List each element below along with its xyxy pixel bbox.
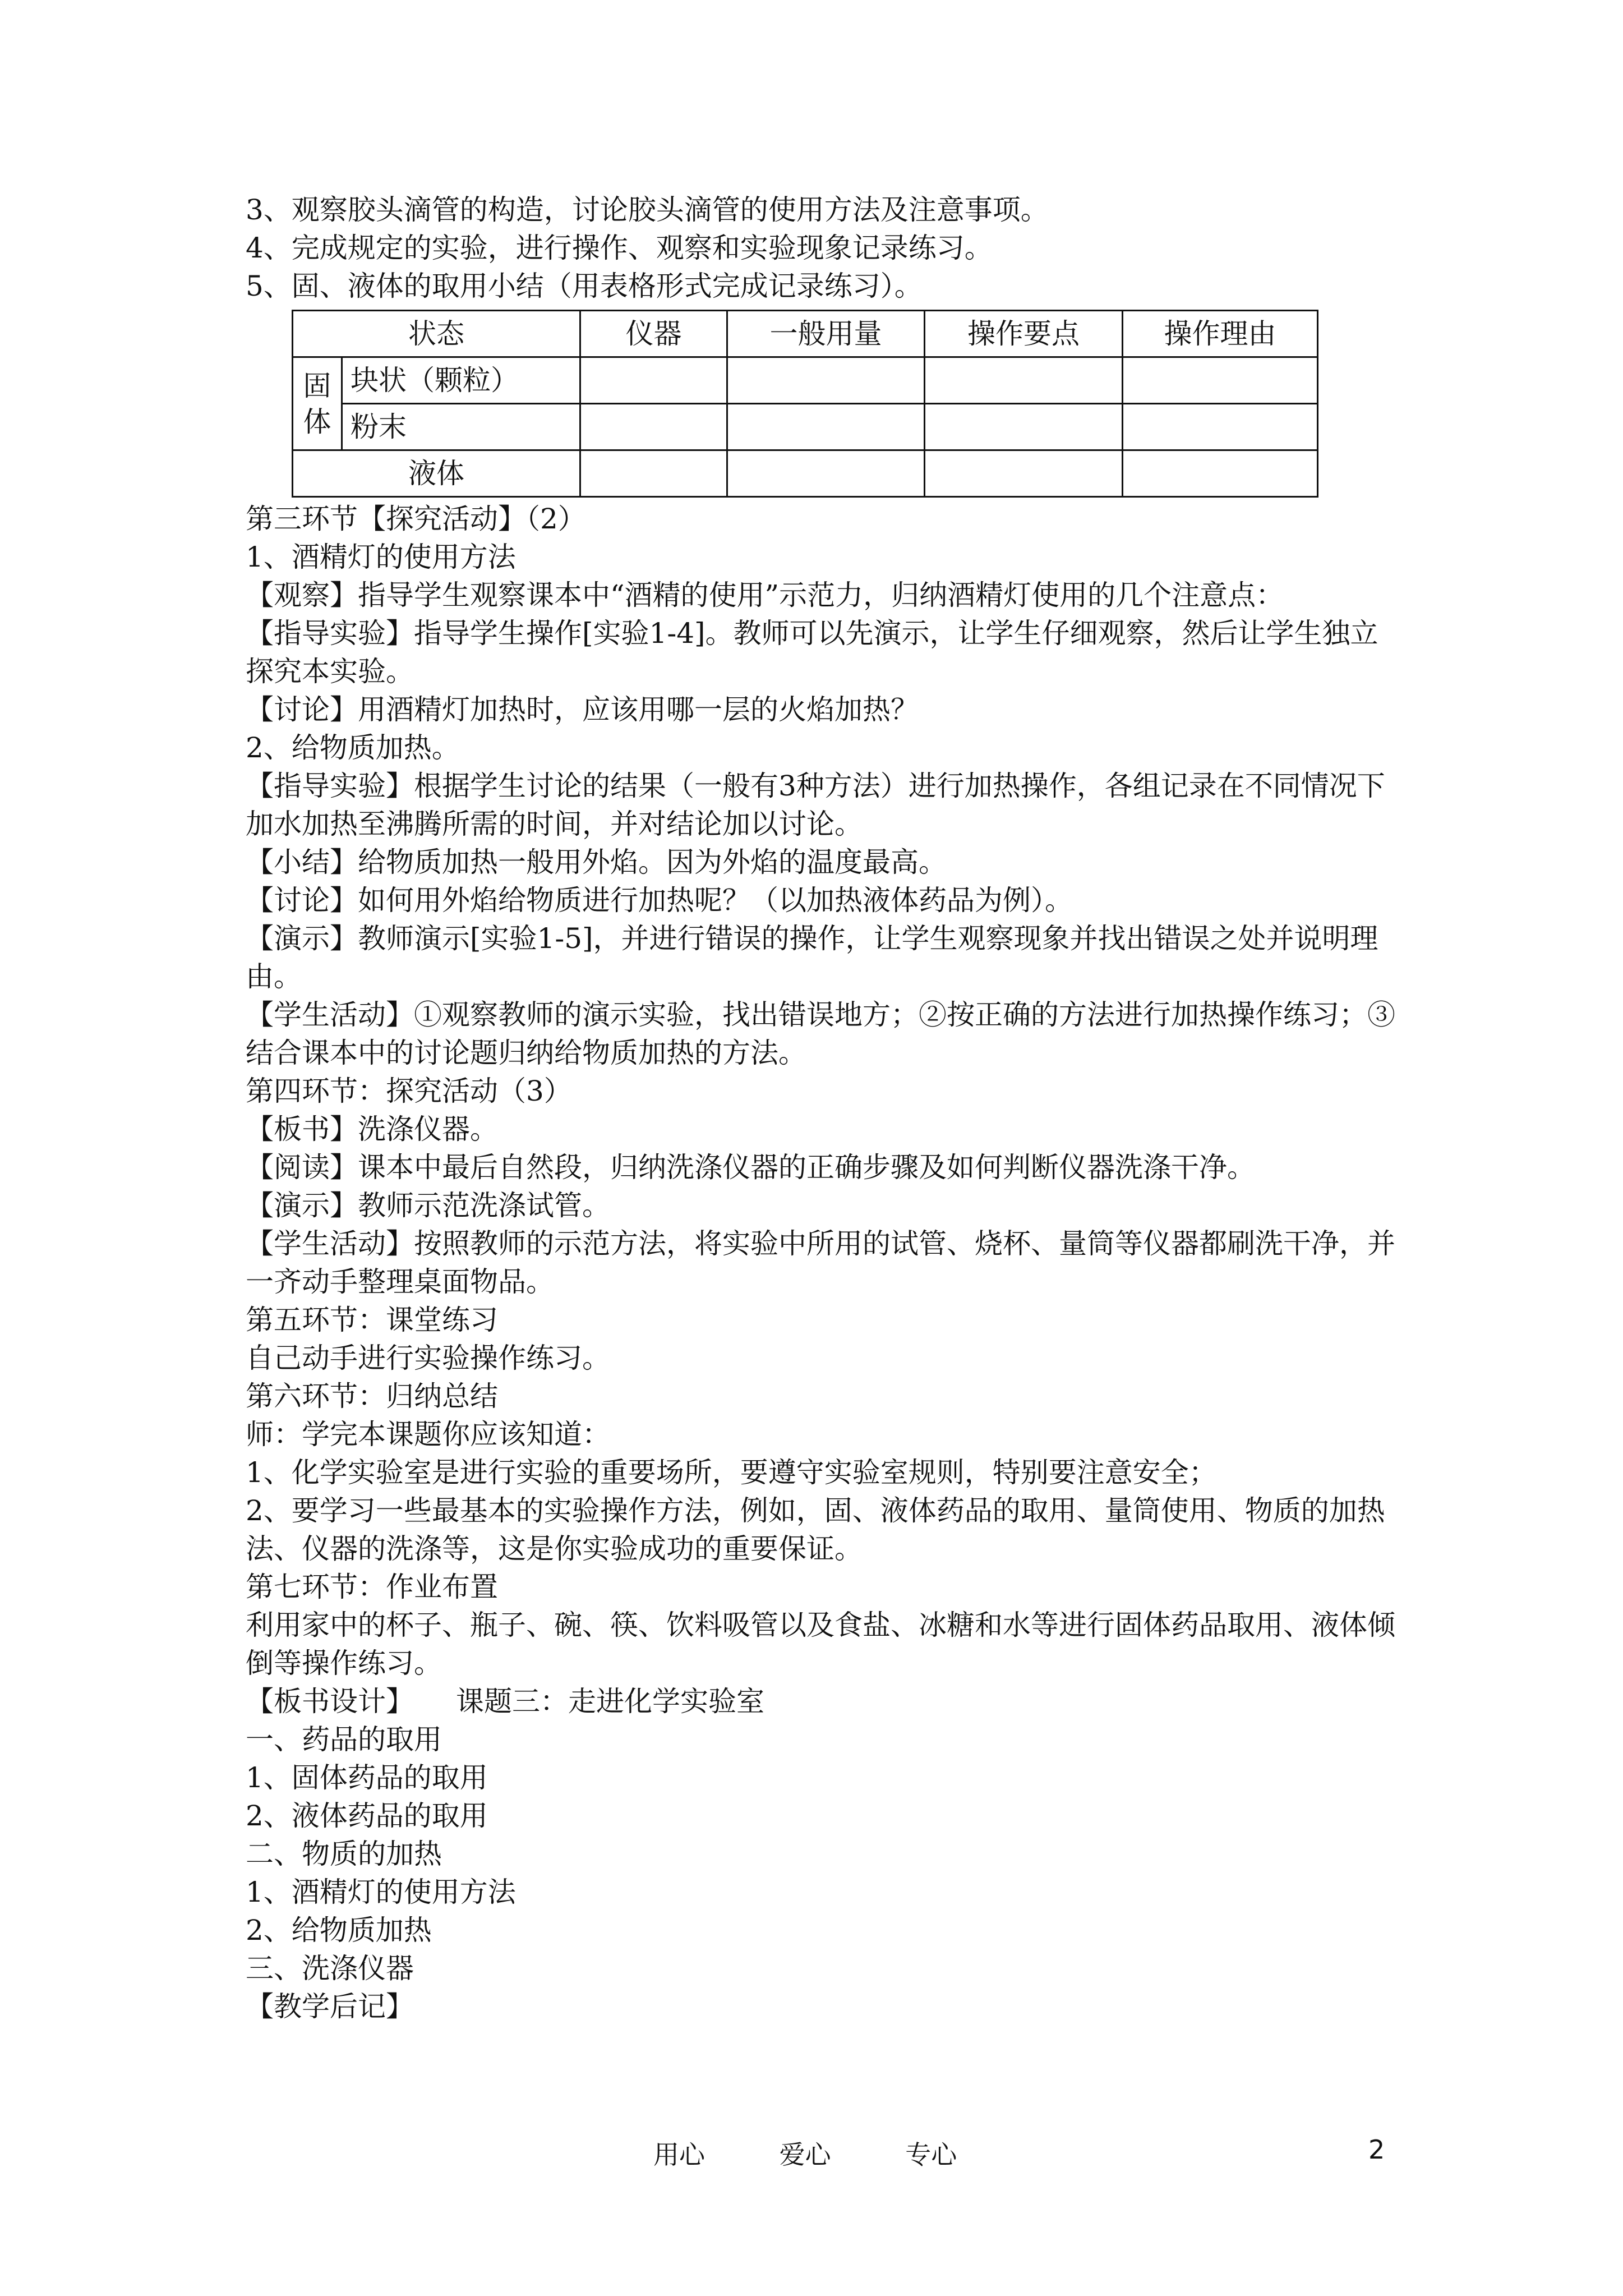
table-cell — [727, 450, 925, 497]
paragraph: 【指导实验】根据学生讨论的结果（一般有3种方法）进行加热操作，各组记录在不同情况下加水加热至沸腾所需的时间，并对结论加以讨论。 — [246, 770, 1385, 840]
paragraph: 5、固、液体的取用小结（用表格形式完成记录练习）。 — [246, 270, 923, 302]
paragraph: 4、完成规定的实验，进行操作、观察和实验现象记录练习。 — [246, 232, 993, 264]
table-row — [293, 450, 1318, 497]
table-cell-state: 粉末 — [342, 404, 580, 450]
paragraph: 【观察】指导学生观察课本中“酒精的使用”示范力，归纳酒精灯使用的几个注意点： — [246, 579, 1284, 611]
table-header-cell: 操作要点 — [925, 311, 1123, 357]
table-header-cell: 状态 — [293, 311, 580, 357]
table-cell — [580, 450, 727, 497]
solid-group-char: 固 — [303, 369, 331, 402]
table-cell-state: 块状（颗粒） — [342, 357, 580, 404]
paragraph: 2、要学习一些最基本的实验操作方法，例如，固、液体药品的取用、量筒使用、物质的加热法、仪器的洗涤等，这是你实验成功的重要保证。 — [246, 1494, 1385, 1565]
table-header-cell: 操作理由 — [1123, 311, 1318, 357]
paragraph: 【学生活动】按照教师的示范方法，将实验中所用的试管、烧杯、量筒等仪器都刷洗干净，并一齐动手整理桌面物品。 — [246, 1227, 1395, 1298]
paragraph: 【讨论】如何用外焰给物质进行加热呢？（以加热液体药品为例）。 — [246, 884, 1073, 917]
paragraph: 2、给物质加热。 — [246, 731, 460, 764]
table-header-cell: 仪器 — [580, 311, 727, 357]
paragraph: 第三环节【探究活动】（2） — [246, 503, 586, 535]
solid-liquid-summary-table — [292, 310, 1318, 498]
paragraph: 2、给物质加热 — [246, 1914, 432, 1947]
paragraph: 【讨论】用酒精灯加热时，应该用哪一层的火焰加热？ — [246, 693, 919, 726]
paragraph: 利用家中的杯子、瓶子、碗、筷、饮料吸管以及食盐、冰糖和水等进行固体药品取用、液体倾倒等操作练习。 — [246, 1609, 1395, 1680]
paragraph: 【演示】教师演示[实验1-5]，并进行错误的操作，让学生观察现象并找出错误之处并说明理由。 — [246, 922, 1378, 993]
paragraph: 【演示】教师示范洗涤试管。 — [246, 1189, 610, 1222]
table-header-cell: 一般用量 — [727, 311, 925, 357]
paragraph: 【板书】洗涤仪器。 — [246, 1113, 498, 1145]
paragraph: 二、物质的加热 — [246, 1838, 442, 1870]
paragraph: 师：学完本课题你应该知道： — [246, 1418, 610, 1451]
table-cell — [727, 404, 925, 450]
footer-motto-word: 爱心 — [779, 2139, 831, 2170]
table-cell — [1123, 404, 1318, 450]
paragraph: 【学生活动】①观察教师的演示实验，找出错误地方；②按正确的方法进行加热操作练习；③结合课本中的讨论题归纳给物质加热的方法。 — [246, 999, 1395, 1069]
table-cell — [925, 450, 1123, 497]
table-cell — [727, 357, 925, 404]
paragraph: 第六环节：归纳总结 — [246, 1380, 498, 1412]
paragraph: 【阅读】课本中最后自然段，归纳洗涤仪器的正确步骤及如何判断仪器洗涤干净。 — [246, 1151, 1255, 1184]
table-cell — [580, 357, 727, 404]
footer-motto — [653, 2134, 1023, 2171]
paragraph: 【小结】给物质加热一般用外焰。因为外焰的温度最高。 — [246, 846, 947, 878]
paragraph: 1、固体药品的取用 — [246, 1761, 488, 1794]
paragraph: 三、洗涤仪器 — [246, 1952, 414, 1985]
table-header-row — [293, 311, 1318, 357]
paragraph: 1、化学实验室是进行实验的重要场所，要遵守实验室规则，特别要注意安全； — [246, 1456, 1217, 1489]
table-cell — [925, 404, 1123, 450]
footer-motto-word: 用心 — [653, 2139, 705, 2170]
solid-group-cell — [293, 357, 342, 450]
paragraph: 【教学后记】 — [246, 1990, 414, 2023]
paragraph: 第四环节：探究活动（3） — [246, 1075, 572, 1107]
table-cell — [1123, 357, 1318, 404]
paragraph: 2、液体药品的取用 — [246, 1800, 488, 1832]
paragraph: 【指导实验】指导学生操作[实验1-4]。教师可以先演示，让学生仔细观察，然后让学生独立探究本实验。 — [246, 617, 1378, 688]
table-row — [293, 357, 1318, 404]
document-body — [246, 191, 1395, 2026]
table-row — [293, 404, 1318, 450]
table-cell — [580, 404, 727, 450]
table-cell — [925, 357, 1123, 404]
table-cell-state: 液体 — [293, 450, 580, 497]
footer-motto-word: 专心 — [905, 2139, 957, 2170]
paragraph: 【板书设计】 课题三：走进化学实验室 — [246, 1685, 764, 1718]
paragraph: 第五环节：课堂练习 — [246, 1304, 498, 1336]
table-cell — [1123, 450, 1318, 497]
solid-group-char: 体 — [303, 405, 331, 438]
paragraph: 自己动手进行实验操作练习。 — [246, 1342, 610, 1374]
paragraph: 1、酒精灯的使用方法 — [246, 541, 516, 573]
paragraph: 3、观察胶头滴管的构造，讨论胶头滴管的使用方法及注意事项。 — [246, 194, 1049, 226]
main-paragraphs — [246, 500, 1395, 2026]
paragraph: 一、药品的取用 — [246, 1723, 442, 1756]
page-number: 2 — [1368, 2134, 1385, 2165]
paragraph: 第七环节：作业布置 — [246, 1571, 498, 1603]
paragraph: 1、酒精灯的使用方法 — [246, 1876, 516, 1908]
